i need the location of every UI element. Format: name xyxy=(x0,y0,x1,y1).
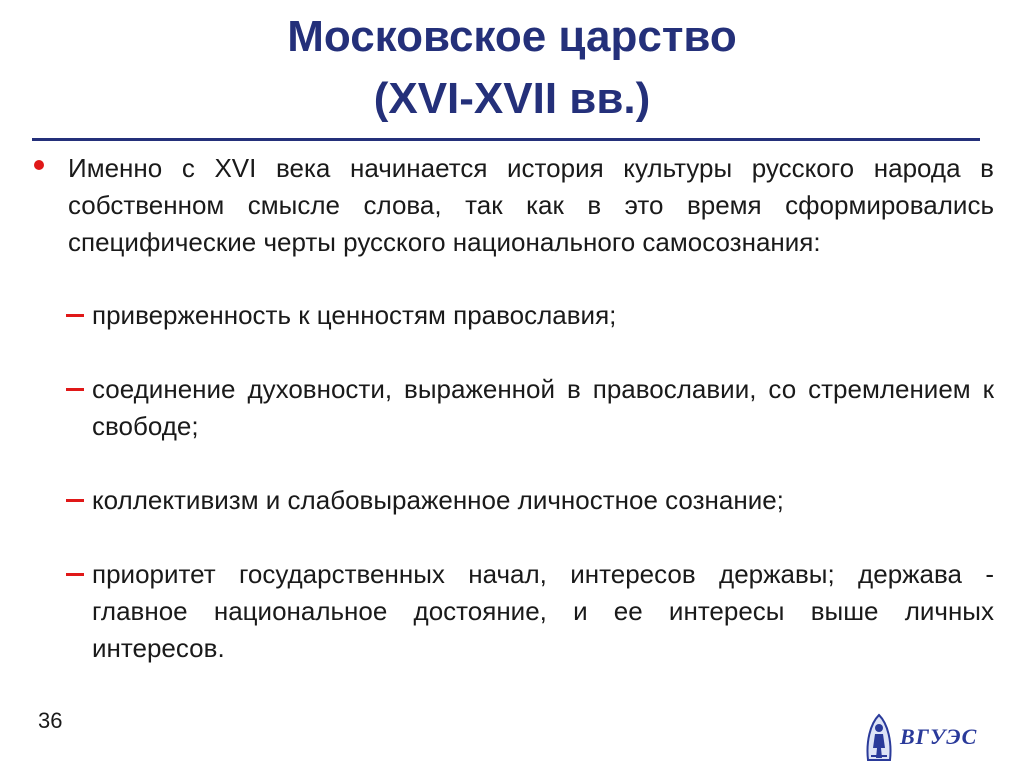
list-item-text: приверженность к ценностям православия; xyxy=(92,300,617,330)
slide-title xyxy=(0,6,1024,130)
title-line-1: Московское царство xyxy=(287,12,737,61)
list-item-text: коллективизм и слабовыраженное личностное сознание; xyxy=(92,485,784,515)
list-item xyxy=(32,482,994,519)
list-item xyxy=(32,371,994,445)
intro-paragraph xyxy=(32,150,994,261)
list-item-text: соединение духовности, выраженной в православии, со стремлением к свободе; xyxy=(92,374,994,441)
logo-text: ВГУЭС xyxy=(900,724,978,749)
list-item xyxy=(32,556,994,667)
dash-icon xyxy=(66,499,84,502)
slide-body xyxy=(32,150,994,667)
dash-icon xyxy=(66,388,84,391)
dash-icon xyxy=(66,573,84,576)
title-divider xyxy=(32,138,980,141)
university-logo xyxy=(862,712,992,762)
bullet-dot-icon xyxy=(34,160,44,170)
dash-icon xyxy=(66,314,84,317)
list-item xyxy=(32,297,994,334)
list-item-text: приоритет государственных начал, интересов державы; держава - главное национальное достояние, и ее интересы выше личных интересов. xyxy=(92,559,994,663)
title-line-2: (XVI-XVII вв.) xyxy=(373,74,651,123)
intro-text: Именно с XVI века начинается история культуры русского народа в собственном смысле слова, так как в это время сформировались специфические черты русского национального самосознания: xyxy=(68,153,994,257)
logo-emblem-icon xyxy=(862,712,896,762)
page-number: 36 xyxy=(38,708,63,733)
